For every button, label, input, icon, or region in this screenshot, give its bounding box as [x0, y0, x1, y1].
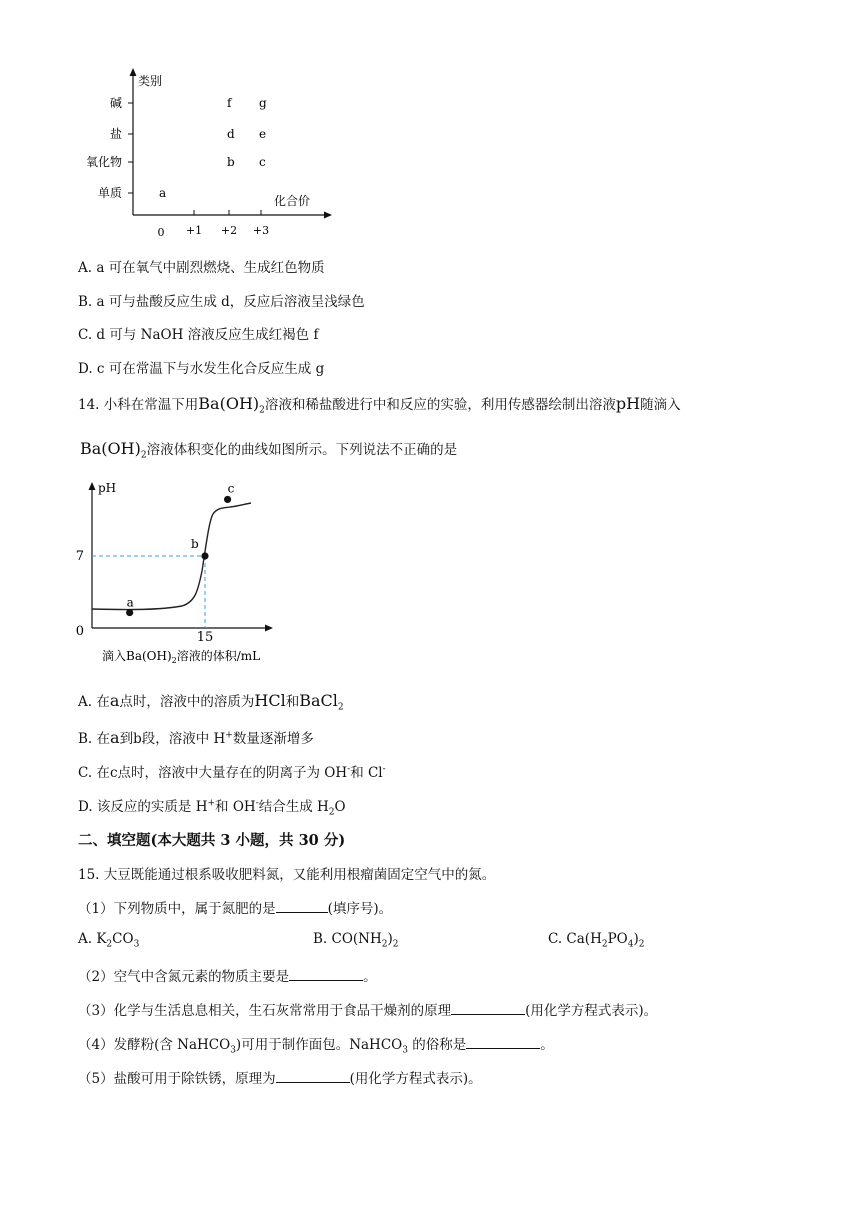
- point-label-c: c: [259, 155, 266, 169]
- x-tick-label: +3: [252, 224, 270, 237]
- point-label-a: a: [159, 186, 167, 200]
- x-axis-arrow: [324, 212, 332, 219]
- y-category-label: 单质: [97, 186, 122, 200]
- point-label-b: b: [227, 155, 235, 169]
- y-category-label: 盐: [109, 127, 122, 141]
- q15-stem: 15. 大豆既能通过根系吸收肥料氮，又能利用根瘤菌固定空气中的氮。: [78, 867, 496, 883]
- q15-part1: （1）下列物质中，属于氮肥的是 (填序号)。: [78, 901, 393, 917]
- q15-part3: （3）化学与生活息息相关，生石灰常常用于食品干燥剂的原理 (用化学方程式表示)。: [78, 1003, 658, 1019]
- x-axis-title: 滴入$Ba(OH)_2$溶液的体积/mL: [102, 649, 261, 665]
- point-label-g: g: [259, 96, 267, 110]
- q15-part5: （5）盐酸可用于除铁锈，原理为 (用化学方程式表示)。: [78, 1071, 482, 1087]
- q14-stem-line2: $Ba(OH)_2$溶液体积变化的曲线如图所示。下列说法不正确的是: [80, 439, 458, 461]
- x-tick-label: 0: [157, 226, 165, 239]
- y-axis-arrow: [89, 482, 96, 490]
- q15-part4: （4）发酵粉(含 NaHCO$_3$)可用于制作面包。NaHCO$_3$ 的俗称是 。: [78, 1037, 554, 1056]
- q14-option-d: D. 该反应的实质是 H+和 OH-结合生成 $H_2O$: [78, 798, 346, 818]
- answer-blank[interactable]: [289, 968, 363, 981]
- ph-point-label-b: b: [191, 537, 199, 551]
- answer-blank[interactable]: [276, 900, 328, 913]
- q14-stem-line1: 14. 小科在常温下用$Ba(OH)_2$溶液和稀盐酸进行中和反应的实验，利用传感器绘制出溶液pH随滴入: [78, 394, 681, 416]
- y-category-label: 碱: [109, 96, 122, 110]
- ph-point-label-c: c: [227, 481, 235, 496]
- x-tick-label: 15: [196, 630, 214, 645]
- answer-blank[interactable]: [451, 1002, 525, 1015]
- point-label-f: f: [227, 96, 232, 110]
- q13-option-a: A. a 可在氧气中剧烈燃烧、生成红色物质: [78, 260, 325, 276]
- q13-option-b: B. a 可与盐酸反应生成 d，反应后溶液呈浅绿色: [78, 294, 365, 310]
- origin-label: 0: [75, 624, 84, 639]
- q15-option-a: A. $K_2CO_3$: [78, 931, 140, 950]
- q13-option-c: C. d 可与 NaOH 溶液反应生成红褐色 f: [78, 327, 319, 343]
- ph-point-b: [201, 552, 208, 559]
- ph-point-a: [126, 609, 133, 616]
- q14-option-a: A. 在a点时，溶液中的溶质为HCl和BaCl$_2$: [78, 691, 344, 713]
- ph-point-c: [224, 496, 231, 503]
- section-title: 二、填空题(本大题共 3 小题，共 30 分): [78, 832, 346, 849]
- point-label-e: e: [259, 127, 267, 141]
- point-label-d: d: [227, 127, 235, 141]
- y-category-label: 氧化物: [85, 155, 122, 169]
- q14-option-b: B. 在a到b段，溶液中 H+数量逐渐增多: [78, 728, 314, 747]
- answer-blank[interactable]: [466, 1036, 540, 1049]
- q14-option-c: C. 在c点时，溶液中大量存在的阴离子为 OH-和 Cl-: [78, 764, 386, 781]
- ph-curve-chart: [70, 476, 310, 670]
- q13-option-d: D. c 可在常温下与水发生化合反应生成 g: [78, 361, 325, 377]
- y-axis-title: 类别: [138, 74, 163, 88]
- x-tick-label: +2: [220, 224, 238, 237]
- q15-part2: （2）空气中含氮元素的物质主要是 。: [78, 969, 377, 985]
- valence-category-chart: [70, 65, 340, 245]
- x-tick-label: +1: [185, 224, 203, 237]
- x-axis-arrow: [265, 625, 273, 632]
- question-number: 14.: [78, 397, 100, 413]
- y-axis-title: pH: [98, 481, 117, 495]
- y-axis-arrow: [130, 68, 137, 76]
- answer-blank[interactable]: [276, 1070, 350, 1083]
- q15-option-b: B. $CO(NH_2)_2$: [313, 931, 399, 950]
- q15-option-c: C. $Ca(H_2PO_4)_2$: [548, 931, 645, 950]
- x-axis-title: 化合价: [274, 194, 311, 208]
- y-tick-label: 7: [75, 549, 84, 564]
- ph-point-label-a: a: [126, 595, 134, 610]
